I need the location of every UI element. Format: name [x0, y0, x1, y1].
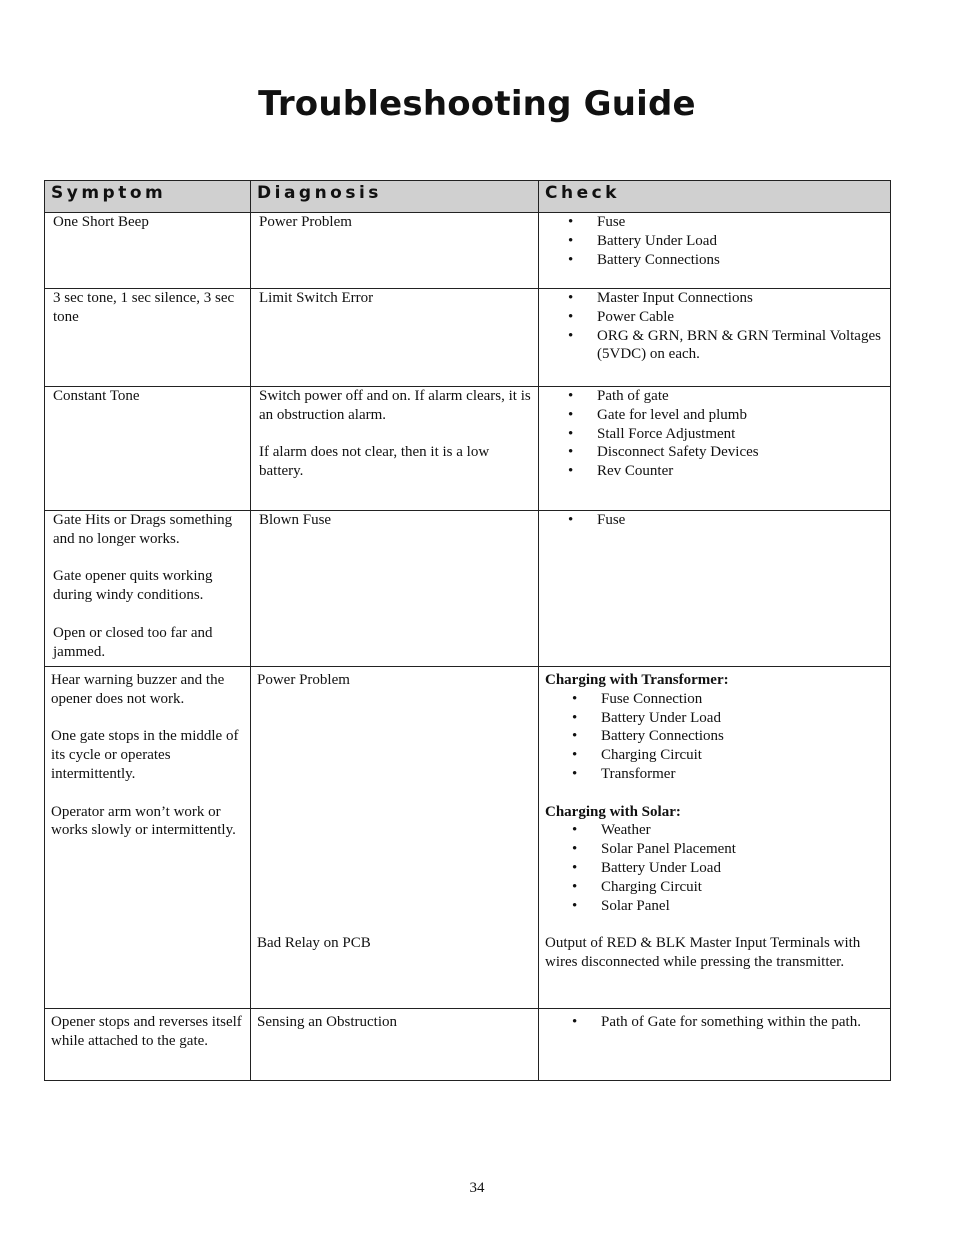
check-list: [547, 213, 884, 269]
check-item: • Stall Force Adjustment: [547, 425, 884, 444]
table-row: [45, 667, 891, 1009]
check-item: • Battery Connections: [547, 251, 884, 270]
check-cell: [539, 387, 891, 511]
symptom-text: One Short Beep: [53, 214, 149, 230]
symptom-text: 3 sec tone, 1 sec silence, 3 sec tone: [53, 290, 235, 325]
check-cell: [539, 1009, 891, 1081]
check-list: [545, 821, 884, 915]
troubleshooting-table: [44, 180, 891, 1081]
table-row: [45, 289, 891, 387]
symptom-cell: [45, 289, 251, 387]
check-group-heading: Charging with Solar:: [545, 803, 681, 820]
symptom-cell: [45, 387, 251, 511]
table-row: [45, 387, 891, 511]
diagnosis-cell: [251, 1009, 539, 1081]
diagnosis-text: If alarm does not clear, then it is a low battery.: [259, 444, 490, 480]
check-item: • Battery Under Load: [545, 859, 884, 878]
check-item: • Fuse: [547, 511, 884, 530]
diagnosis-cell: [251, 667, 539, 1009]
diagnosis-text: Limit Switch Error: [259, 290, 374, 306]
symptom-cell: [45, 213, 251, 289]
diagnosis-cell: [251, 289, 539, 387]
check-item: • Rev Counter: [547, 462, 884, 481]
header-diagnosis: Diagnosis: [251, 181, 539, 213]
diagnosis-text: Power Problem: [259, 214, 352, 230]
symptom-cell: [45, 511, 251, 667]
check-item: • Gate for level and plumb: [547, 406, 884, 425]
check-note: Output of RED & BLK Master Input Terminals with wires disconnected while pressing the transmitter.: [545, 935, 861, 970]
check-list: [545, 1013, 884, 1032]
check-item: • Battery Under Load: [547, 232, 884, 251]
check-item: • Master Input Connections: [547, 289, 884, 308]
table-row: [45, 213, 891, 289]
check-list: [547, 387, 884, 481]
header-check: Check: [539, 181, 891, 213]
diagnosis-text: Power Problem: [257, 672, 350, 688]
check-item: • Solar Panel: [545, 897, 884, 916]
diagnosis-text: Switch power off and on. If alarm clears, it is an obstruction alarm.: [259, 388, 531, 423]
check-item: • Path of Gate for something within the path.: [545, 1013, 884, 1032]
symptom-text: Gate Hits or Drags something and no longer works.: [53, 512, 233, 547]
symptom-cell: [45, 1009, 251, 1081]
symptom-text: Constant Tone: [53, 388, 140, 404]
diagnosis-cell: [251, 511, 539, 667]
check-item: • Battery Connections: [545, 727, 884, 746]
check-item: • Weather: [545, 821, 884, 840]
check-item: • Path of gate: [547, 387, 884, 406]
check-list: [547, 511, 884, 530]
symptom-text: Hear warning buzzer and the opener does not work.: [51, 672, 225, 707]
check-cell: [539, 289, 891, 387]
diagnosis-cell: [251, 387, 539, 511]
table-row: [45, 1009, 891, 1081]
check-cell: [539, 511, 891, 667]
page-title: Troubleshooting Guide: [258, 84, 696, 124]
check-cell: [539, 213, 891, 289]
symptom-text: One gate stops in the middle of its cycle or operates intermittently.: [51, 728, 239, 782]
check-item: • Charging Circuit: [545, 746, 884, 765]
check-item: • Power Cable: [547, 308, 884, 327]
diagnosis-text: Blown Fuse: [259, 512, 332, 528]
diagnosis-text: Sensing an Obstruction: [257, 1014, 397, 1030]
check-item: • Battery Under Load: [545, 709, 884, 728]
check-item: • Solar Panel Placement: [545, 840, 884, 859]
symptom-text: Open or closed too far and jammed.: [53, 624, 213, 660]
check-item: • Charging Circuit: [545, 878, 884, 897]
symptom-text: Gate opener quits working during windy conditions.: [53, 568, 213, 604]
diagnosis-text: Bad Relay on PCB: [257, 934, 371, 951]
check-list: [545, 690, 884, 784]
check-item: • Fuse Connection: [545, 690, 884, 709]
page-number: 34: [469, 1180, 485, 1196]
header-symptom: Symptom: [45, 181, 251, 213]
check-group-heading: Charging with Transformer:: [545, 672, 729, 688]
check-cell: [539, 667, 891, 1009]
symptom-text: Operator arm won’t work or works slowly or intermittently.: [51, 803, 236, 839]
symptom-cell: [45, 667, 251, 1009]
check-item: • ORG & GRN, BRN & GRN Terminal Voltages (5VDC) on each.: [547, 327, 884, 365]
table-row: [45, 511, 891, 667]
check-item: • Fuse: [547, 213, 884, 232]
table-header-row: [45, 181, 891, 213]
symptom-text: Opener stops and reverses itself while attached to the gate.: [51, 1014, 242, 1049]
check-item: • Disconnect Safety Devices: [547, 443, 884, 462]
check-item: • Transformer: [545, 765, 884, 784]
diagnosis-cell: [251, 213, 539, 289]
check-list: [547, 289, 884, 364]
